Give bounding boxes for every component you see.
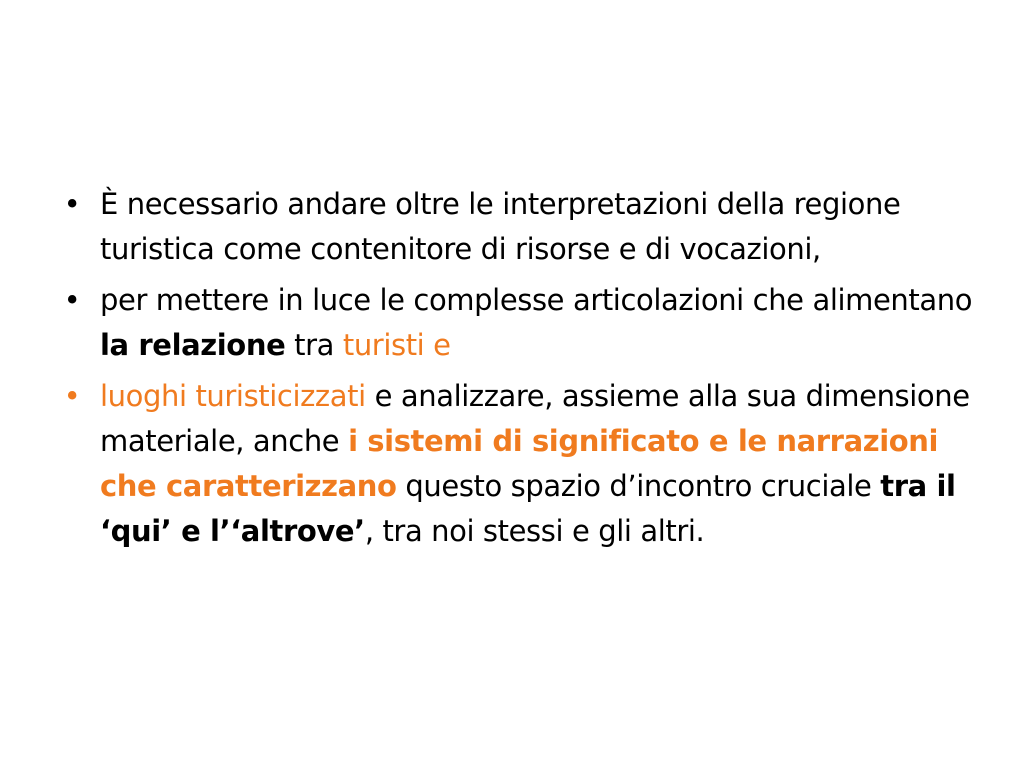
bullet-marker: • — [63, 283, 81, 317]
bullet-marker: • — [63, 187, 81, 221]
bold-phrase: la relazione — [100, 328, 286, 362]
highlight-phrase: luoghi turisticizzati — [100, 379, 366, 413]
slide-body — [60, 182, 980, 560]
bold-phrase: tra il ‘qui’ e l’‘altrove’ — [100, 469, 956, 548]
bullet-marker: • — [63, 379, 81, 413]
bullet-item-1 — [60, 182, 980, 272]
bullet-item-2 — [60, 278, 980, 368]
bullet-text: per mettere in luce le complesse articolazioni che alimentano — [100, 283, 973, 317]
bullet-text: e analizzare, assieme alla sua dimensione materiale, anche — [100, 379, 970, 458]
bullet-item-3 — [60, 374, 980, 554]
highlight-phrase: turisti e — [342, 328, 451, 362]
bullet-list — [60, 182, 980, 554]
bullet-text: , tra noi stessi e gli altri. — [364, 514, 705, 548]
bullet-text: questo spazio d’incontro cruciale — [396, 469, 881, 503]
highlight-bold-phrase: i sistemi di significato e le narrazioni che caratterizzano — [100, 424, 939, 503]
bullet-text: tra — [285, 328, 343, 362]
bullet-text: È necessario andare oltre le interpretazioni della regione turistica come contenitore di risorse e di vocazioni, — [100, 187, 901, 266]
